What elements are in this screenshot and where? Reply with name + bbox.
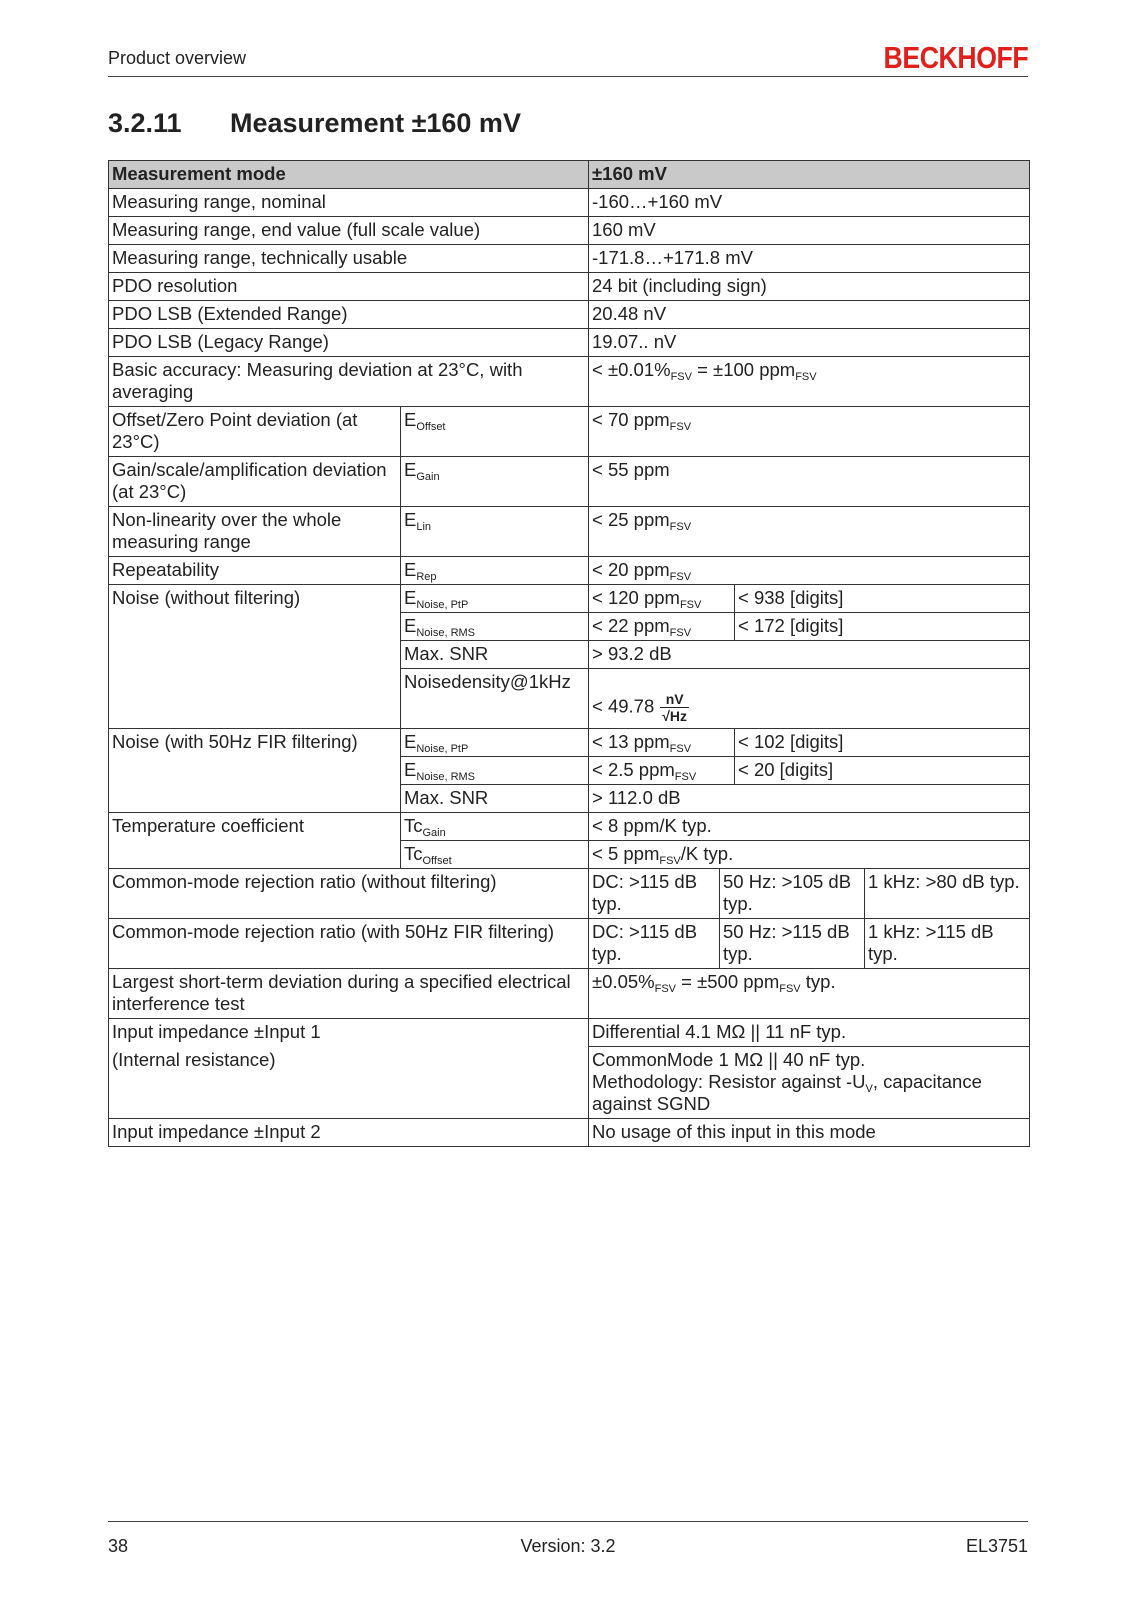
row-value: 160 mV [589,217,1030,245]
table-row [109,245,1030,273]
row-symbol [401,557,589,585]
row-label: PDO LSB (Extended Range) [109,301,589,329]
symbol-text: Tc [404,815,423,836]
cmrr-1khz: 1 kHz: >115 dB typ. [865,919,1030,969]
row-value: < 8 ppm/K typ. [589,813,1030,841]
value-text: < 13 ppm [592,731,670,752]
value-text: < 25 ppm [592,509,670,530]
value-text: < 20 ppm [592,559,670,580]
row-digits: < 102 [digits] [735,729,1030,757]
value-text: < 120 ppm [592,587,680,608]
symbol-subscript: Noise, PtP [416,599,469,611]
value-text: < 22 ppm [592,615,670,636]
row-label: Input impedance ±Input 1 [109,1019,589,1047]
document-version: Version: 3.2 [520,1536,616,1556]
fraction-denominator: √Hz [662,708,688,724]
row-label: Largest short-term deviation during a specified electrical interference test [109,969,589,1019]
symbol-text: E [404,409,417,430]
value-text: < ±0.01% [592,359,671,380]
cmrr-dc: DC: >115 dB typ. [589,919,720,969]
value-text: < 2.5 ppm [592,759,675,780]
value-text: /K typ. [680,843,734,864]
table-row [109,969,1030,1019]
table-row [109,357,1030,407]
row-label: Non-linearity over the whole measuring range [109,507,401,557]
value-text: = ±100 ppm [691,359,796,380]
value-text: , capacitance against SGND [592,1071,982,1114]
value-subscript: FSV [669,627,692,639]
row-label: Measuring range, end value (full scale value) [109,217,589,245]
symbol-text: E [404,731,417,752]
table-row [109,1119,1030,1147]
row-symbol [401,585,589,613]
symbol-subscript: Noise, RMS [416,627,476,639]
row-value: 20.48 nV [589,301,1030,329]
row-label: PDO resolution [109,273,589,301]
fraction-numerator: nV [660,691,689,708]
row-label: Noise (with 50Hz FIR filtering) [109,729,401,813]
row-value [589,557,1030,585]
cmrr-dc: DC: >115 dB typ. [589,869,720,919]
value-text: Methodology: Resistor against -U [592,1071,866,1092]
table-row [109,507,1030,557]
row-label: Gain/scale/amplification deviation (at 23°C) [109,457,401,507]
page-footer [108,1521,1028,1556]
page-title [108,108,521,139]
symbol-subscript: Lin [416,521,432,533]
value-subscript: FSV [654,983,677,995]
table-row [109,813,1030,841]
value-subscript: FSV [669,571,692,583]
row-value [589,407,1030,457]
table-row [109,585,1030,613]
row-label: Measuring range, technically usable [109,245,589,273]
symbol-text: E [404,459,417,480]
row-digits: < 172 [digits] [735,613,1030,641]
header-value: ±160 mV [589,161,1030,189]
value-subscript: FSV [669,743,692,755]
page-number: 38 [108,1536,129,1556]
value-subscript: FSV [659,855,681,867]
table-row [109,729,1030,757]
row-label: (Internal resistance) [109,1047,589,1119]
symbol-text: E [404,509,417,530]
row-value: < 55 ppm [589,457,1030,507]
page-header [108,40,1028,77]
row-value [589,585,735,613]
cmrr-50hz: 50 Hz: >105 dB typ. [720,869,865,919]
value-text: < 70 ppm [592,409,670,430]
cmrr-1khz: 1 kHz: >80 dB typ. [865,869,1030,919]
row-value: -160…+160 mV [589,189,1030,217]
row-value [589,841,1030,869]
spec-table [108,160,1030,1147]
row-label: Measuring range, nominal [109,189,589,217]
row-value: 19.07.. nV [589,329,1030,357]
symbol-text: Tc [404,843,423,864]
row-value: -171.8…+171.8 mV [589,245,1030,273]
row-value: 24 bit (including sign) [589,273,1030,301]
value-text: ±0.05% [592,971,655,992]
row-symbol [401,457,589,507]
row-label: Common-mode rejection ratio (without filtering) [109,869,589,919]
row-label: Temperature coefficient [109,813,401,869]
value-text: typ. [800,971,836,992]
row-label: Repeatability [109,557,401,585]
row-symbol [401,841,589,869]
value-subscript: FSV [669,421,692,433]
row-digits: < 20 [digits] [735,757,1030,785]
row-value: > 112.0 dB [589,785,1030,813]
row-symbol [401,507,589,557]
value-text: < 49.78 [592,695,655,717]
symbol-subscript: Offset [422,855,452,867]
row-symbol: Noisedensity@1kHz [401,669,589,729]
row-value [589,357,1030,407]
value-subscript: FSV [670,371,692,383]
product-name: EL3751 [965,1536,1028,1556]
row-value: No usage of this input in this mode [589,1119,1030,1147]
table-row [109,919,1030,969]
table-row [109,869,1030,919]
row-label: Common-mode rejection ratio (with 50Hz FIR filtering) [109,919,589,969]
table-row [109,557,1030,585]
table-row [109,217,1030,245]
row-value [589,507,1030,557]
value-subscript: FSV [795,371,817,383]
table-row [109,273,1030,301]
row-value [589,969,1030,1019]
unit-fraction [660,691,689,724]
table-row [109,1019,1030,1047]
symbol-text: E [404,615,417,636]
table-row [109,457,1030,507]
row-label: PDO LSB (Legacy Range) [109,329,589,357]
row-value [589,1047,1030,1119]
symbol-text: E [404,559,417,580]
row-digits: < 938 [digits] [735,585,1030,613]
beckhoff-logo: BECKHOFF [883,40,1028,75]
row-value [589,757,735,785]
symbol-text: E [404,587,417,608]
value-subscript: FSV [779,983,801,995]
table-row [109,301,1030,329]
row-value: > 93.2 dB [589,641,1030,669]
symbol-subscript: Noise, PtP [416,743,469,755]
row-value [589,669,1030,729]
table-row [109,189,1030,217]
symbol-subscript: Rep [416,571,437,583]
row-value: Differential 4.1 MΩ || 11 nF typ. [589,1019,1030,1047]
section-heading: Measurement ±160 mV [230,108,521,138]
row-label: Noise (without filtering) [109,585,401,729]
row-symbol [401,757,589,785]
table-header-row [109,161,1030,189]
row-symbol: Max. SNR [401,785,589,813]
row-symbol [401,729,589,757]
row-value [589,729,735,757]
value-text: = ±500 ppm [676,971,780,992]
header-label: Measurement mode [109,161,589,189]
symbol-subscript: Gain [422,827,446,839]
row-value [589,613,735,641]
value-subscript: FSV [669,521,692,533]
row-symbol [401,613,589,641]
value-subscript: FSV [674,771,697,783]
value-subscript: FSV [679,599,702,611]
symbol-subscript: Noise, RMS [416,771,476,783]
table-row [109,407,1030,457]
row-label: Input impedance ±Input 2 [109,1119,589,1147]
table-row [109,1047,1030,1119]
row-symbol: Max. SNR [401,641,589,669]
row-symbol [401,813,589,841]
row-label: Offset/Zero Point deviation (at 23°C) [109,407,401,457]
row-label: Basic accuracy: Measuring deviation at 23°C, with averaging [109,357,589,407]
value-subscript: V [865,1083,873,1095]
table-row [109,329,1030,357]
symbol-subscript: Gain [416,471,440,483]
value-text: CommonMode 1 MΩ || 40 nF typ. [592,1049,866,1070]
value-text: < 5 ppm [592,843,660,864]
cmrr-50hz: 50 Hz: >115 dB typ. [720,919,865,969]
symbol-subscript: Offset [416,421,446,433]
row-symbol [401,407,589,457]
section-number: 3.2.11 [108,108,182,138]
symbol-text: E [404,759,417,780]
section-title: Product overview [108,48,247,68]
